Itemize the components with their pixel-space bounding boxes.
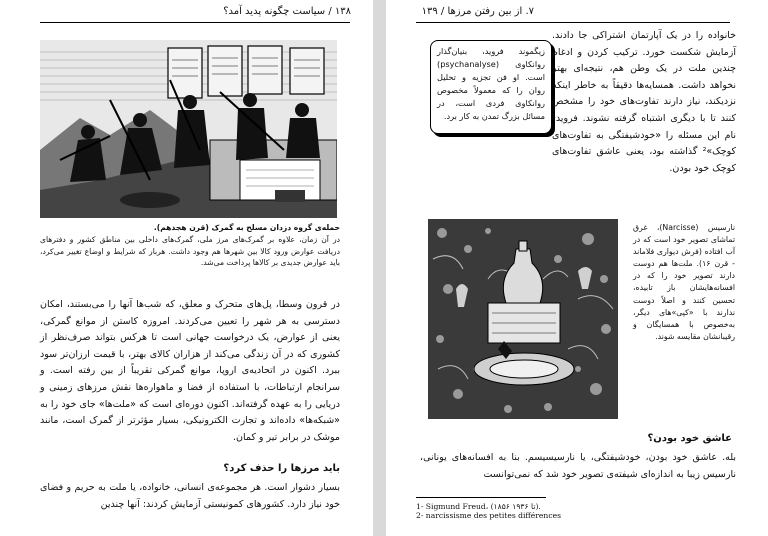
section-heading: باید مرزها را حذف کرد؟ xyxy=(223,463,340,474)
footnotes xyxy=(416,502,736,520)
footnote-1: 1- Sigmund Freud، (۱۸۵۶ تا ۱۹۳۶). xyxy=(416,502,541,511)
header-rule xyxy=(416,22,730,23)
right-page-header: ۷. از بین رفتن مرزها / ۱۳۹ xyxy=(421,6,534,17)
figure-caption-body: در آن زمان، علاوه بر گمرک‌های مرز ملی، گمرک‌های داخلی بین مناطق کشور و دفترهای دریافت عوارض ورود کالا بین شهرها هم وجود داشت. هربار که شرایط و اوضاع تغییر می‌کرد، باید عوارض جدیدی بر کالاها پرداخت می‌شد. xyxy=(40,235,340,268)
figure-caption-title: حمله‌ی گروه دزدان مسلح به گمرک (قرن هجدهم). xyxy=(153,223,340,232)
boxed-note: زیگموند فروید، بنیان‌گذار روانکاوی (psychanalyse) است. او فن تجزیه و تحلیل روان را که معمولاً مخصوص روانکاوی فردی است، در مسائل بزرگ تمدن به کار برد. xyxy=(430,40,552,134)
section-heading: عاشق خود بودن؟ xyxy=(647,433,732,444)
left-page-header: ۱۳۸ / سیاست چگونه پدید آمد؟ xyxy=(223,6,351,17)
right-page xyxy=(386,0,768,536)
engraving-smugglers-customs-icon xyxy=(40,40,337,218)
engraving-illustration xyxy=(40,40,337,218)
left-page xyxy=(0,0,373,536)
body-paragraph: در قرون وسطا، پل‌های متحرک و معلق، که شب‌ها آنها را می‌بستند، امکان دسترسی به هر شهر را تعیین می‌کردند. امروزه کاستن از موانع گمرکی، یعنی از عوارض، یک درخواست جهانی است تا هرکس بتواند صرف‌نظر از کشوری که در آن زندگی می‌کند از هزاران کالای بهتر، با قیمت ارزان‌تر سود ببرد. اکنون در اتحادیه‌ی اروپا، موانع گمرکی تقریباً از بین رفته است. و سرانجام ارتباطات، با استفاده از فضا و ماهواره‌ها نقش مرزهای زمینی و دریایی را به عهده گرفته‌اند. اکنون دوره‌ای است که «ملت‌ها» جای خود را به «شبکه‌ها» داده‌اند و تجارت الکترونیکی، بسیار مؤثرتر از گمرک است، مانند موشک در برابر تیر و کمان. xyxy=(40,299,340,443)
tapestry-illustration xyxy=(428,219,618,419)
narcissus-tapestry-vase-icon xyxy=(428,219,618,419)
header-rule xyxy=(40,22,350,23)
section-paragraph: بله. عاشق خود بودن، خودشیفتگی، یا نارسیسیسم. بنا به افسانه‌های یونانی، نارسیس زیبا به اندازه‌ای شیفته‌ی تصویر خود شد که نمی‌توانست xyxy=(420,452,736,480)
top-paragraph: خانواده را در یک آپارتمان اشتراکی جا دادند. آزمایش شکست خورد. ترکیب کردن و ادغام چندین ملت در یک وطن هم، نتیجه‌ای بهتر نخواهد داشت. همسایه‌ها دقیقاً به خاطر اینکه نزدیکند، نیاز دارند تفاوت‌های خود را مشخص کنند تا با دیگری اشتباه گرفته نشوند. فروید¹ نام این مسئله را «خودشیفتگی به تفاوت‌های کوچک»² گذاشته بود، یعنی عاشق تفاوت‌های کوچک خود بودن. xyxy=(552,30,736,174)
section-paragraph: بسیار دشوار است. هر مجموعه‌ی انسانی، خانواده، یا ملت به حریم و فضای خود نیاز دارد. کشورهای کمونیستی آزمایش کردند: آنها چندین xyxy=(40,482,340,510)
side-caption: نارسیس (Narcisse)، غرق تماشای تصویر خود است که در آب افتاده (فرش دیواری فلاماند - قرن ۱۶). ملت‌ها هم دوست دارند تصویر خود را که در افسانه‌هایشان باز تابیده، تحسین کنند و اصلاً دوست ندارند با «کپی»های دیگر، به‌خصوص با همسایگان و رقیبانشان مقایسه شوند. xyxy=(633,223,735,341)
footnote-rule xyxy=(416,497,546,498)
footnote-2: 2- narcissisme des petites différences xyxy=(416,511,561,520)
